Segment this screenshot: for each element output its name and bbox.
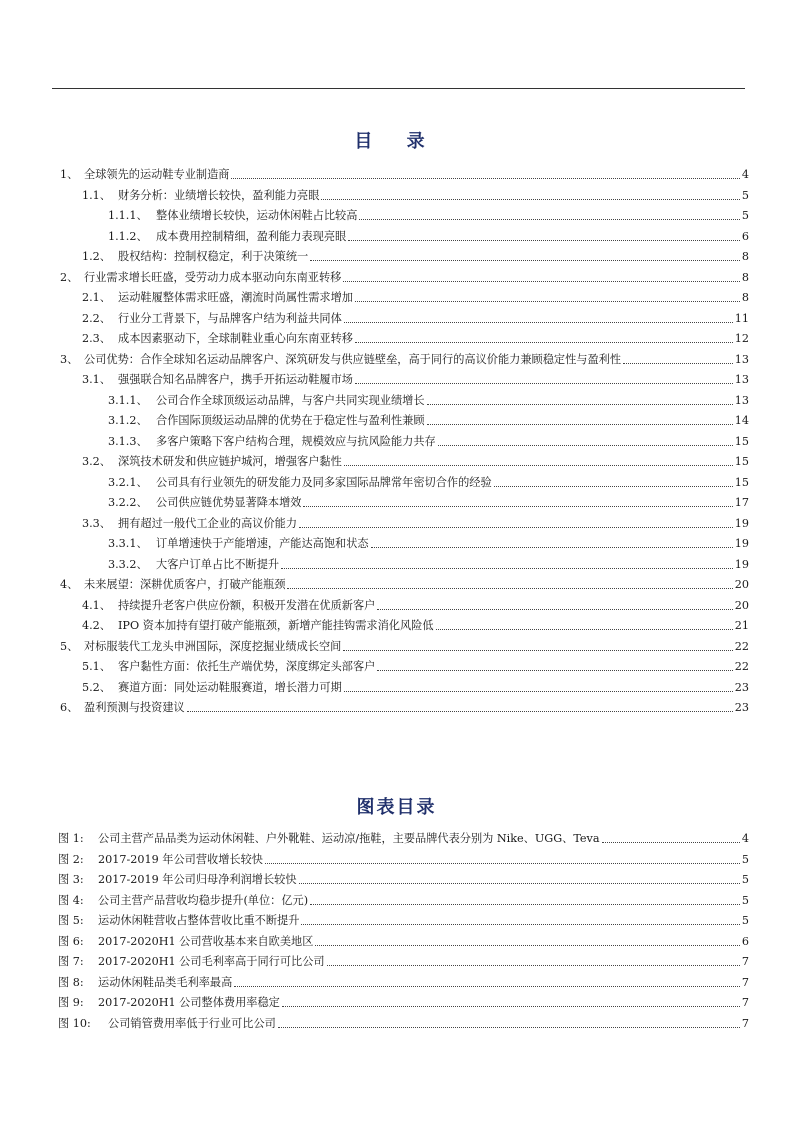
figure-entry-page: 5 <box>741 893 749 907</box>
toc-entry-page: 22 <box>734 639 749 653</box>
toc-entry-number: 3.1.2、 <box>108 414 148 427</box>
toc-entry-number: 4.1、 <box>82 598 111 612</box>
toc-entry-text: 未来展望：深耕优质客户，打破产能瓶颈 <box>84 578 286 591</box>
figure-entry-number: 图 6: <box>58 934 84 948</box>
toc-entry-page: 11 <box>734 311 749 325</box>
figure-entry-page: 7 <box>741 996 749 1009</box>
toc-entry-number: 3.2.1、 <box>108 475 148 489</box>
figure-entry[interactable] <box>58 867 749 887</box>
figure-entry-page: 5 <box>741 873 749 886</box>
toc-entry-number: 3.3.1、 <box>108 537 148 550</box>
figure-entry-number: 图 4: <box>58 893 84 907</box>
figure-entry-number: 图 3: <box>58 873 84 886</box>
toc-entry-number: 1.2、 <box>82 250 111 263</box>
figure-entry-text: 2017-2020H1 公司营收基本来自欧美地区 <box>98 934 314 948</box>
toc-entry-number: 3.2、 <box>82 455 111 468</box>
toc-entry-text: 合作国际顶级运动品牌的优势在于稳定性与盈利性兼顾 <box>156 414 425 427</box>
figure-entry[interactable] <box>58 908 749 928</box>
toc-entry-number: 6、 <box>60 701 79 714</box>
dot-leader <box>602 842 740 843</box>
toc-entry-page: 12 <box>734 332 749 345</box>
toc-entry-page: 20 <box>734 578 749 591</box>
figure-entry-number: 图 10: <box>58 1016 91 1030</box>
toc-entry-text: 订单增速快于产能增速，产能达高饱和状态 <box>156 537 369 550</box>
toc-entry-number: 3.3、 <box>82 516 111 530</box>
toc-entry-page: 5 <box>741 188 749 202</box>
toc-entry-text: 拥有超过一般代工企业的高议价能力 <box>118 516 298 530</box>
dot-leader <box>282 1006 740 1007</box>
figure-entry[interactable] <box>58 1011 749 1031</box>
toc-entry-number: 2.3、 <box>82 332 111 345</box>
toc-entry-text: 对标服装代工龙头申洲国际，深度挖掘业绩成长空间 <box>84 639 342 653</box>
toc-entry-text: 强强联合知名品牌客户，携手开拓运动鞋履市场 <box>118 373 353 386</box>
dot-leader <box>278 1027 740 1028</box>
dot-leader <box>327 965 740 966</box>
toc-entry-page: 6 <box>741 229 749 243</box>
toc-entry-page: 21 <box>734 619 749 632</box>
toc-entry-page: 15 <box>734 434 749 448</box>
figure-entry-text: 2017-2019 年公司营收增长较快 <box>98 852 263 866</box>
dot-leader <box>310 904 740 905</box>
figure-entry[interactable] <box>58 970 749 990</box>
figure-entry-page: 7 <box>741 1016 749 1030</box>
toc-entry-number: 5.2、 <box>82 680 111 694</box>
figure-entry-number: 图 9: <box>58 996 84 1009</box>
toc-entry-number: 4.2、 <box>82 619 111 632</box>
toc-title: 目 录 <box>354 131 439 152</box>
figure-entry[interactable] <box>58 826 749 846</box>
toc-entry-text: 公司具有行业领先的研发能力及同多家国际品牌常年密切合作的经验 <box>156 475 492 489</box>
toc-entry-number: 3.2.2、 <box>108 496 148 509</box>
figure-entry[interactable] <box>58 847 749 867</box>
dot-leader <box>299 883 740 884</box>
figure-entry-page: 4 <box>741 832 749 845</box>
figure-entry-number: 图 8: <box>58 975 84 989</box>
toc-entry-number: 1.1.1、 <box>108 209 148 222</box>
toc-entry-page: 19 <box>734 537 749 550</box>
toc-entry-number: 4、 <box>60 578 79 591</box>
figure-entry[interactable] <box>58 888 749 908</box>
figure-entry[interactable] <box>58 929 749 949</box>
toc-entry-page: 8 <box>741 270 749 284</box>
toc-entry-page: 14 <box>734 414 749 427</box>
toc-entry-page: 20 <box>734 598 749 612</box>
toc-entry-number: 3.1.1、 <box>108 393 148 407</box>
toc-entry-number: 5、 <box>60 639 79 653</box>
toc-entry-page: 15 <box>734 455 749 468</box>
toc-entry-text: 成本费用控制精细，盈利能力表现亮眼 <box>156 229 347 243</box>
toc-entry-text: 赛道方面：同处运动鞋服赛道，增长潜力可期 <box>118 680 342 694</box>
figure-entry-number: 图 7: <box>58 955 84 968</box>
figure-entry-text: 运动休闲鞋品类毛利率最高 <box>98 975 233 989</box>
toc-entry-number: 1、 <box>60 168 79 181</box>
toc-entry-number: 3、 <box>60 352 79 366</box>
toc-entry-text: IPO 资本加持有望打破产能瓶颈，新增产能挂钩需求消化风险低 <box>118 619 434 632</box>
figure-entry-number: 图 1: <box>58 832 84 845</box>
toc-entry-text: 大客户订单占比不断提升 <box>156 557 280 571</box>
figure-entry-page: 5 <box>741 914 749 927</box>
toc-entry-text: 全球领先的运动鞋专业制造商 <box>84 168 230 181</box>
toc-entry-page: 22 <box>734 660 749 673</box>
toc-entry-number: 2.1、 <box>82 291 111 304</box>
toc-entry-page: 23 <box>734 701 749 714</box>
toc-entry-number: 5.1、 <box>82 660 111 673</box>
toc-entry-text: 财务分析：业绩增长较快，盈利能力亮眼 <box>118 188 320 202</box>
toc-entry-number: 3.1、 <box>82 373 111 386</box>
figure-entry-number: 图 5: <box>58 914 84 927</box>
toc-entry-text: 整体业绩增长较快，运动休闲鞋占比较高 <box>156 209 358 222</box>
figure-entry-page: 5 <box>741 852 749 866</box>
toc-entry-number: 3.3.2、 <box>108 557 148 571</box>
toc-entry-number: 1.1、 <box>82 188 111 202</box>
figure-entry-text: 2017-2020H1 公司毛利率高于同行可比公司 <box>98 955 325 968</box>
toc-entry-page: 19 <box>734 557 749 571</box>
figure-entry-text: 公司销管费用率低于行业可比公司 <box>108 1016 276 1030</box>
toc-entry-page: 19 <box>734 516 749 530</box>
toc-entry-number: 1.1.2、 <box>108 229 148 243</box>
toc-entry-number: 3.1.3、 <box>108 434 148 448</box>
toc-entry-text: 行业分工背景下，与品牌客户结为利益共同体 <box>118 311 342 325</box>
figure-entry-page: 6 <box>741 934 749 948</box>
toc-entry-text: 客户黏性方面：依托生产端优势，深度绑定头部客户 <box>118 660 376 673</box>
toc-entry-text: 多客户策略下客户结构合理，规模效应与抗风险能力共存 <box>156 434 436 448</box>
dot-leader <box>301 924 739 925</box>
toc-entry-text: 公司合作全球顶级运动品牌，与客户共同实现业绩增长 <box>156 393 425 407</box>
toc-entry-page: 13 <box>734 352 749 366</box>
toc-entry-page: 8 <box>741 291 749 304</box>
toc-entry-text: 成本因素驱动下，全球制鞋业重心向东南亚转移 <box>118 332 353 345</box>
toc-entry-page: 5 <box>741 209 749 222</box>
figure-entry-number: 图 2: <box>58 852 84 866</box>
figure-entry-page: 7 <box>741 975 749 989</box>
toc-entry-number: 2.2、 <box>82 311 111 325</box>
toc-entry-page: 8 <box>741 250 749 263</box>
toc-entry-text: 盈利预测与投资建议 <box>84 701 185 714</box>
toc-entry-page: 13 <box>734 373 749 386</box>
toc-entry-page: 17 <box>734 496 749 509</box>
toc-entry-text: 行业需求增长旺盛，受劳动力成本驱动向东南亚转移 <box>84 270 342 284</box>
toc-entry-page: 23 <box>734 680 749 694</box>
figure-entry-page: 7 <box>741 955 749 968</box>
figure-list-title: 图表目录 <box>356 797 437 818</box>
toc-entry-page: 13 <box>734 393 749 407</box>
figure-entry-text: 运动休闲鞋营收占整体营收比重不断提升 <box>98 914 300 927</box>
toc-entry-text: 公司优势：合作全球知名运动品牌客户、深筑研发与供应链壁垒，高于同行的高议价能力兼顾稳定性与盈利性 <box>84 352 622 366</box>
dot-leader <box>315 945 739 946</box>
toc-entry-page: 4 <box>741 168 749 181</box>
figure-entry[interactable] <box>58 949 749 969</box>
figure-entry-text: 公司主营产品品类为运动休闲鞋、户外靴鞋、运动凉/拖鞋，主要品牌代表分别为 Nike、UGG、Teva <box>98 832 600 845</box>
figure-entry-text: 公司主营产品营收均稳步提升(单位：亿元) <box>98 893 309 907</box>
figure-entry[interactable] <box>58 990 749 1010</box>
figure-entry-text: 2017-2019 年公司归母净利润增长较快 <box>98 873 297 886</box>
toc-entry-text: 运动鞋履整体需求旺盛，潮流时尚属性需求增加 <box>118 291 353 304</box>
toc-entry-page: 15 <box>734 475 749 489</box>
dot-leader <box>265 863 740 864</box>
toc-entry-text: 股权结构：控制权稳定，利于决策统一 <box>118 250 309 263</box>
dot-leader <box>234 986 740 987</box>
toc-entry-text: 公司供应链优势显著降本增效 <box>156 496 302 509</box>
figure-entry-text: 2017-2020H1 公司整体费用率稳定 <box>98 996 280 1009</box>
toc-entry-number: 2、 <box>60 270 79 284</box>
toc-entry-text: 深筑技术研发和供应链护城河，增强客户黏性 <box>118 455 342 468</box>
toc-entry-text: 持续提升老客户供应份额，积极开发潜在优质新客户 <box>118 598 376 612</box>
